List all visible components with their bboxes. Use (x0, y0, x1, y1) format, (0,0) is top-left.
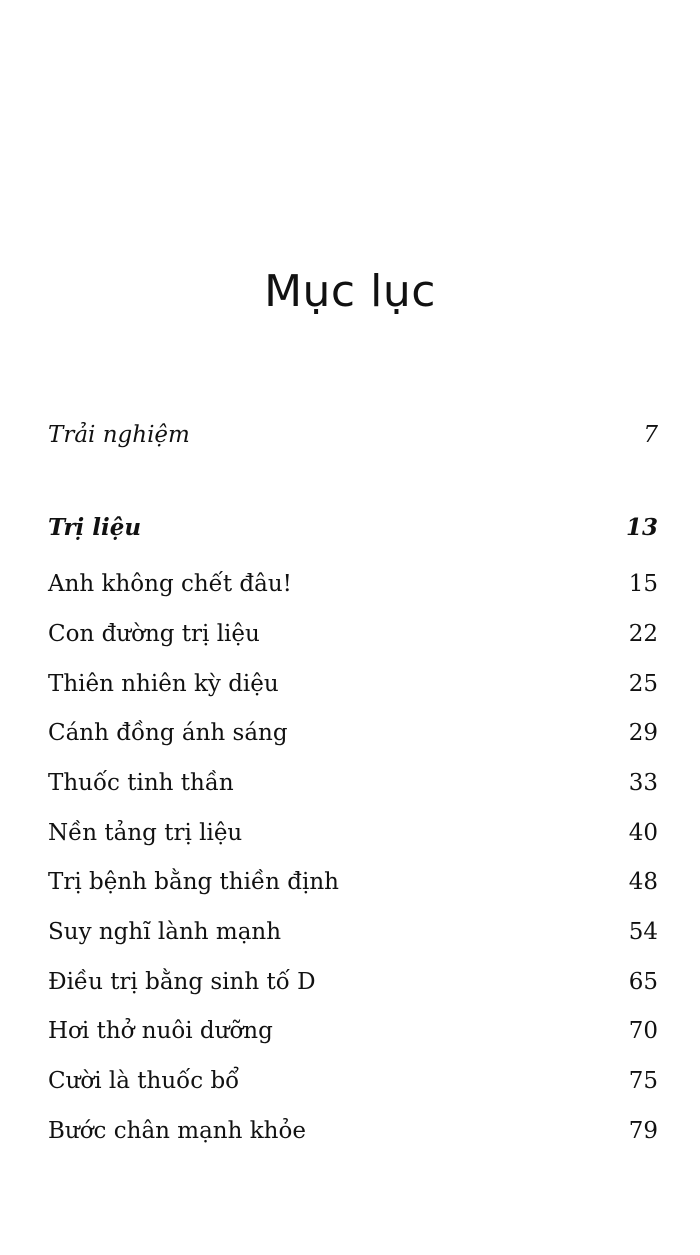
toc-entry-page: 22 (628, 621, 658, 647)
toc-entry (48, 865, 658, 899)
toc-entry-label: Trải nghiệm (48, 422, 190, 448)
toc-entry (48, 617, 658, 651)
toc-entry-page: 40 (628, 820, 658, 846)
toc-entry-page: 48 (628, 869, 658, 895)
toc-entry-page: 54 (628, 919, 658, 945)
toc-entry (48, 1014, 658, 1048)
toc-entry-label: Nền tảng trị liệu (48, 820, 243, 846)
toc-entry-label: Thiên nhiên kỳ diệu (48, 671, 279, 697)
toc-entry (48, 567, 658, 601)
toc-entry-label: Cười là thuốc bổ (48, 1068, 240, 1094)
toc-entry (48, 667, 658, 701)
toc-entry (48, 716, 658, 750)
toc-entry-preface (48, 418, 658, 452)
toc-entry-page: 79 (628, 1118, 658, 1144)
toc-entry-label: Thuốc tinh thần (48, 770, 234, 796)
toc-entry-page: 75 (628, 1068, 658, 1094)
toc-entry-page: 70 (628, 1018, 658, 1044)
toc-entry (48, 965, 658, 999)
toc-section-page: 13 (625, 514, 658, 541)
toc-section-heading (48, 511, 658, 545)
toc-entry-label: Suy nghĩ lành mạnh (48, 919, 282, 945)
toc-section-label: Trị liệu (48, 514, 142, 541)
toc-entry-page: 7 (643, 422, 658, 448)
toc-entry (48, 816, 658, 850)
toc-entry-page: 25 (628, 671, 658, 697)
toc-entry-label: Con đường trị liệu (48, 621, 260, 647)
toc-entry-label: Trị bệnh bằng thiền định (48, 869, 339, 895)
toc-entry-page: 29 (628, 720, 658, 746)
toc-entry-label: Điều trị bằng sinh tố D (48, 969, 316, 995)
toc-entry-page: 65 (628, 969, 658, 995)
toc-entry-page: 33 (628, 770, 658, 796)
toc-entry-label: Bước chân mạnh khỏe (48, 1118, 306, 1144)
toc-entry-page: 15 (628, 571, 658, 597)
toc-entry (48, 766, 658, 800)
toc-entry-label: Anh không chết đâu! (48, 571, 292, 597)
toc-entry (48, 1064, 658, 1098)
toc-entry-label: Cánh đồng ánh sáng (48, 720, 288, 746)
page-title: Mục lục (264, 266, 436, 317)
toc-entry (48, 1114, 658, 1148)
toc-entry (48, 915, 658, 949)
toc-entry-label: Hơi thở nuôi dưỡng (48, 1018, 273, 1044)
